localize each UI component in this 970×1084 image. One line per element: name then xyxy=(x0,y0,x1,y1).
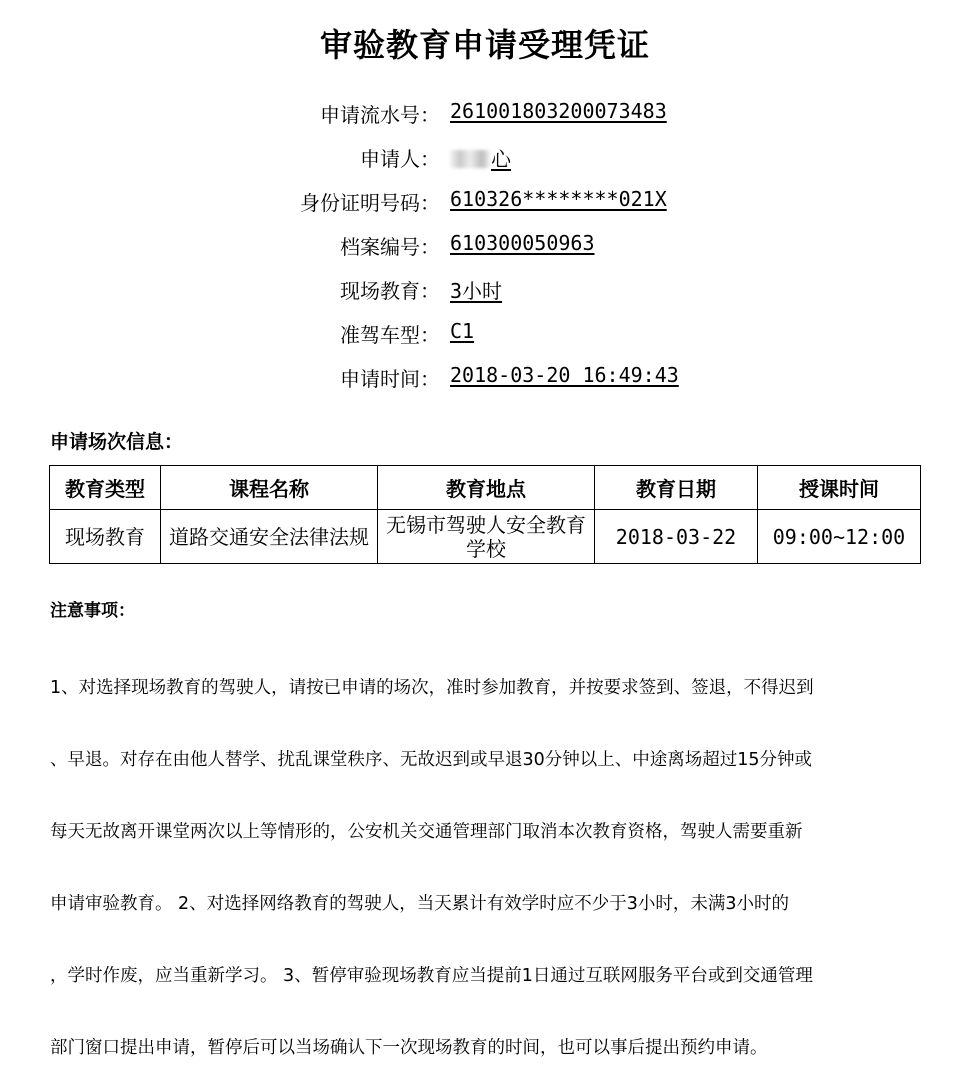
info-row-onsite-education xyxy=(0,275,970,305)
session-section-title: 申请场次信息： xyxy=(50,431,184,453)
onsite-education-label: 现场教育： xyxy=(340,279,440,303)
notes-line: 1、对选择现场教育的驾驶人，请按已申请的场次，准时参加教育，并按要求签到、签退，不得迟到 xyxy=(50,678,814,698)
table-row xyxy=(50,510,921,564)
applicant-label: 申请人： xyxy=(360,147,440,171)
applicant-value-wrap xyxy=(450,143,511,172)
notes-line: 每天无故离开课堂两次以上等情形的，公安机关交通管理部门取消本次教育资格，驾驶人需要重新 xyxy=(50,822,803,842)
cell-location: 无锡市驾驶人安全教育学校 xyxy=(378,510,595,564)
notes-title: 注意事项： xyxy=(50,601,135,621)
info-row-application-time xyxy=(0,363,970,393)
onsite-education-value: 3小时 xyxy=(450,279,503,303)
file-number-value: 610300050963 xyxy=(450,231,595,255)
header-date: 教育日期 xyxy=(595,466,758,510)
notes-body xyxy=(50,628,920,1084)
info-row-vehicle-class xyxy=(0,319,970,349)
application-time-value: 2018-03-20 16:49:43 xyxy=(450,363,679,387)
id-number-label: 身份证明号码： xyxy=(300,191,440,215)
info-row-applicant xyxy=(0,143,970,173)
redacted-name-blur xyxy=(450,150,490,168)
cell-date: 2018-03-22 xyxy=(595,510,758,564)
id-number-value: 610326********021X xyxy=(450,187,667,211)
serial-label: 申请流水号： xyxy=(320,103,440,127)
header-location: 教育地点 xyxy=(378,466,595,510)
applicant-value: 心 xyxy=(491,147,511,171)
info-row-file-number xyxy=(0,231,970,261)
info-row-serial xyxy=(0,99,970,129)
document-title: 审验教育申请受理凭证 xyxy=(319,26,650,64)
cell-education-type: 现场教育 xyxy=(50,510,161,564)
notes-line: 、早退。对存在由他人替学、扰乱课堂秩序、无故迟到或早退30分钟以上、中途离场超过15分钟或 xyxy=(50,750,813,770)
info-row-id-number xyxy=(0,187,970,217)
file-number-label: 档案编号： xyxy=(340,235,440,259)
header-education-type: 教育类型 xyxy=(50,466,161,510)
vehicle-class-value: C1 xyxy=(450,319,475,343)
session-table xyxy=(49,465,921,564)
application-time-label: 申请时间： xyxy=(340,367,440,391)
cell-class-time: 09:00~12:00 xyxy=(758,510,921,564)
notes-line: ，学时作废，应当重新学习。 3、暂停审验现场教育应当提前1日通过互联网服务平台或到交通管理 xyxy=(50,966,813,986)
vehicle-class-label: 准驾车型： xyxy=(340,323,440,347)
table-header-row xyxy=(50,466,921,510)
cell-course-name: 道路交通安全法律法规 xyxy=(161,510,378,564)
notes-line: 申请审验教育。 2、对选择网络教育的驾驶人，当天累计有效学时应不少于3小时，未满3小时的 xyxy=(50,894,789,914)
notes-line: 部门窗口提出申请，暂停后可以当场确认下一次现场教育的时间，也可以事后提出预约申请。 xyxy=(50,1038,768,1058)
header-class-time: 授课时间 xyxy=(758,466,921,510)
serial-value: 261001803200073483 xyxy=(450,99,667,123)
header-course-name: 课程名称 xyxy=(161,466,378,510)
